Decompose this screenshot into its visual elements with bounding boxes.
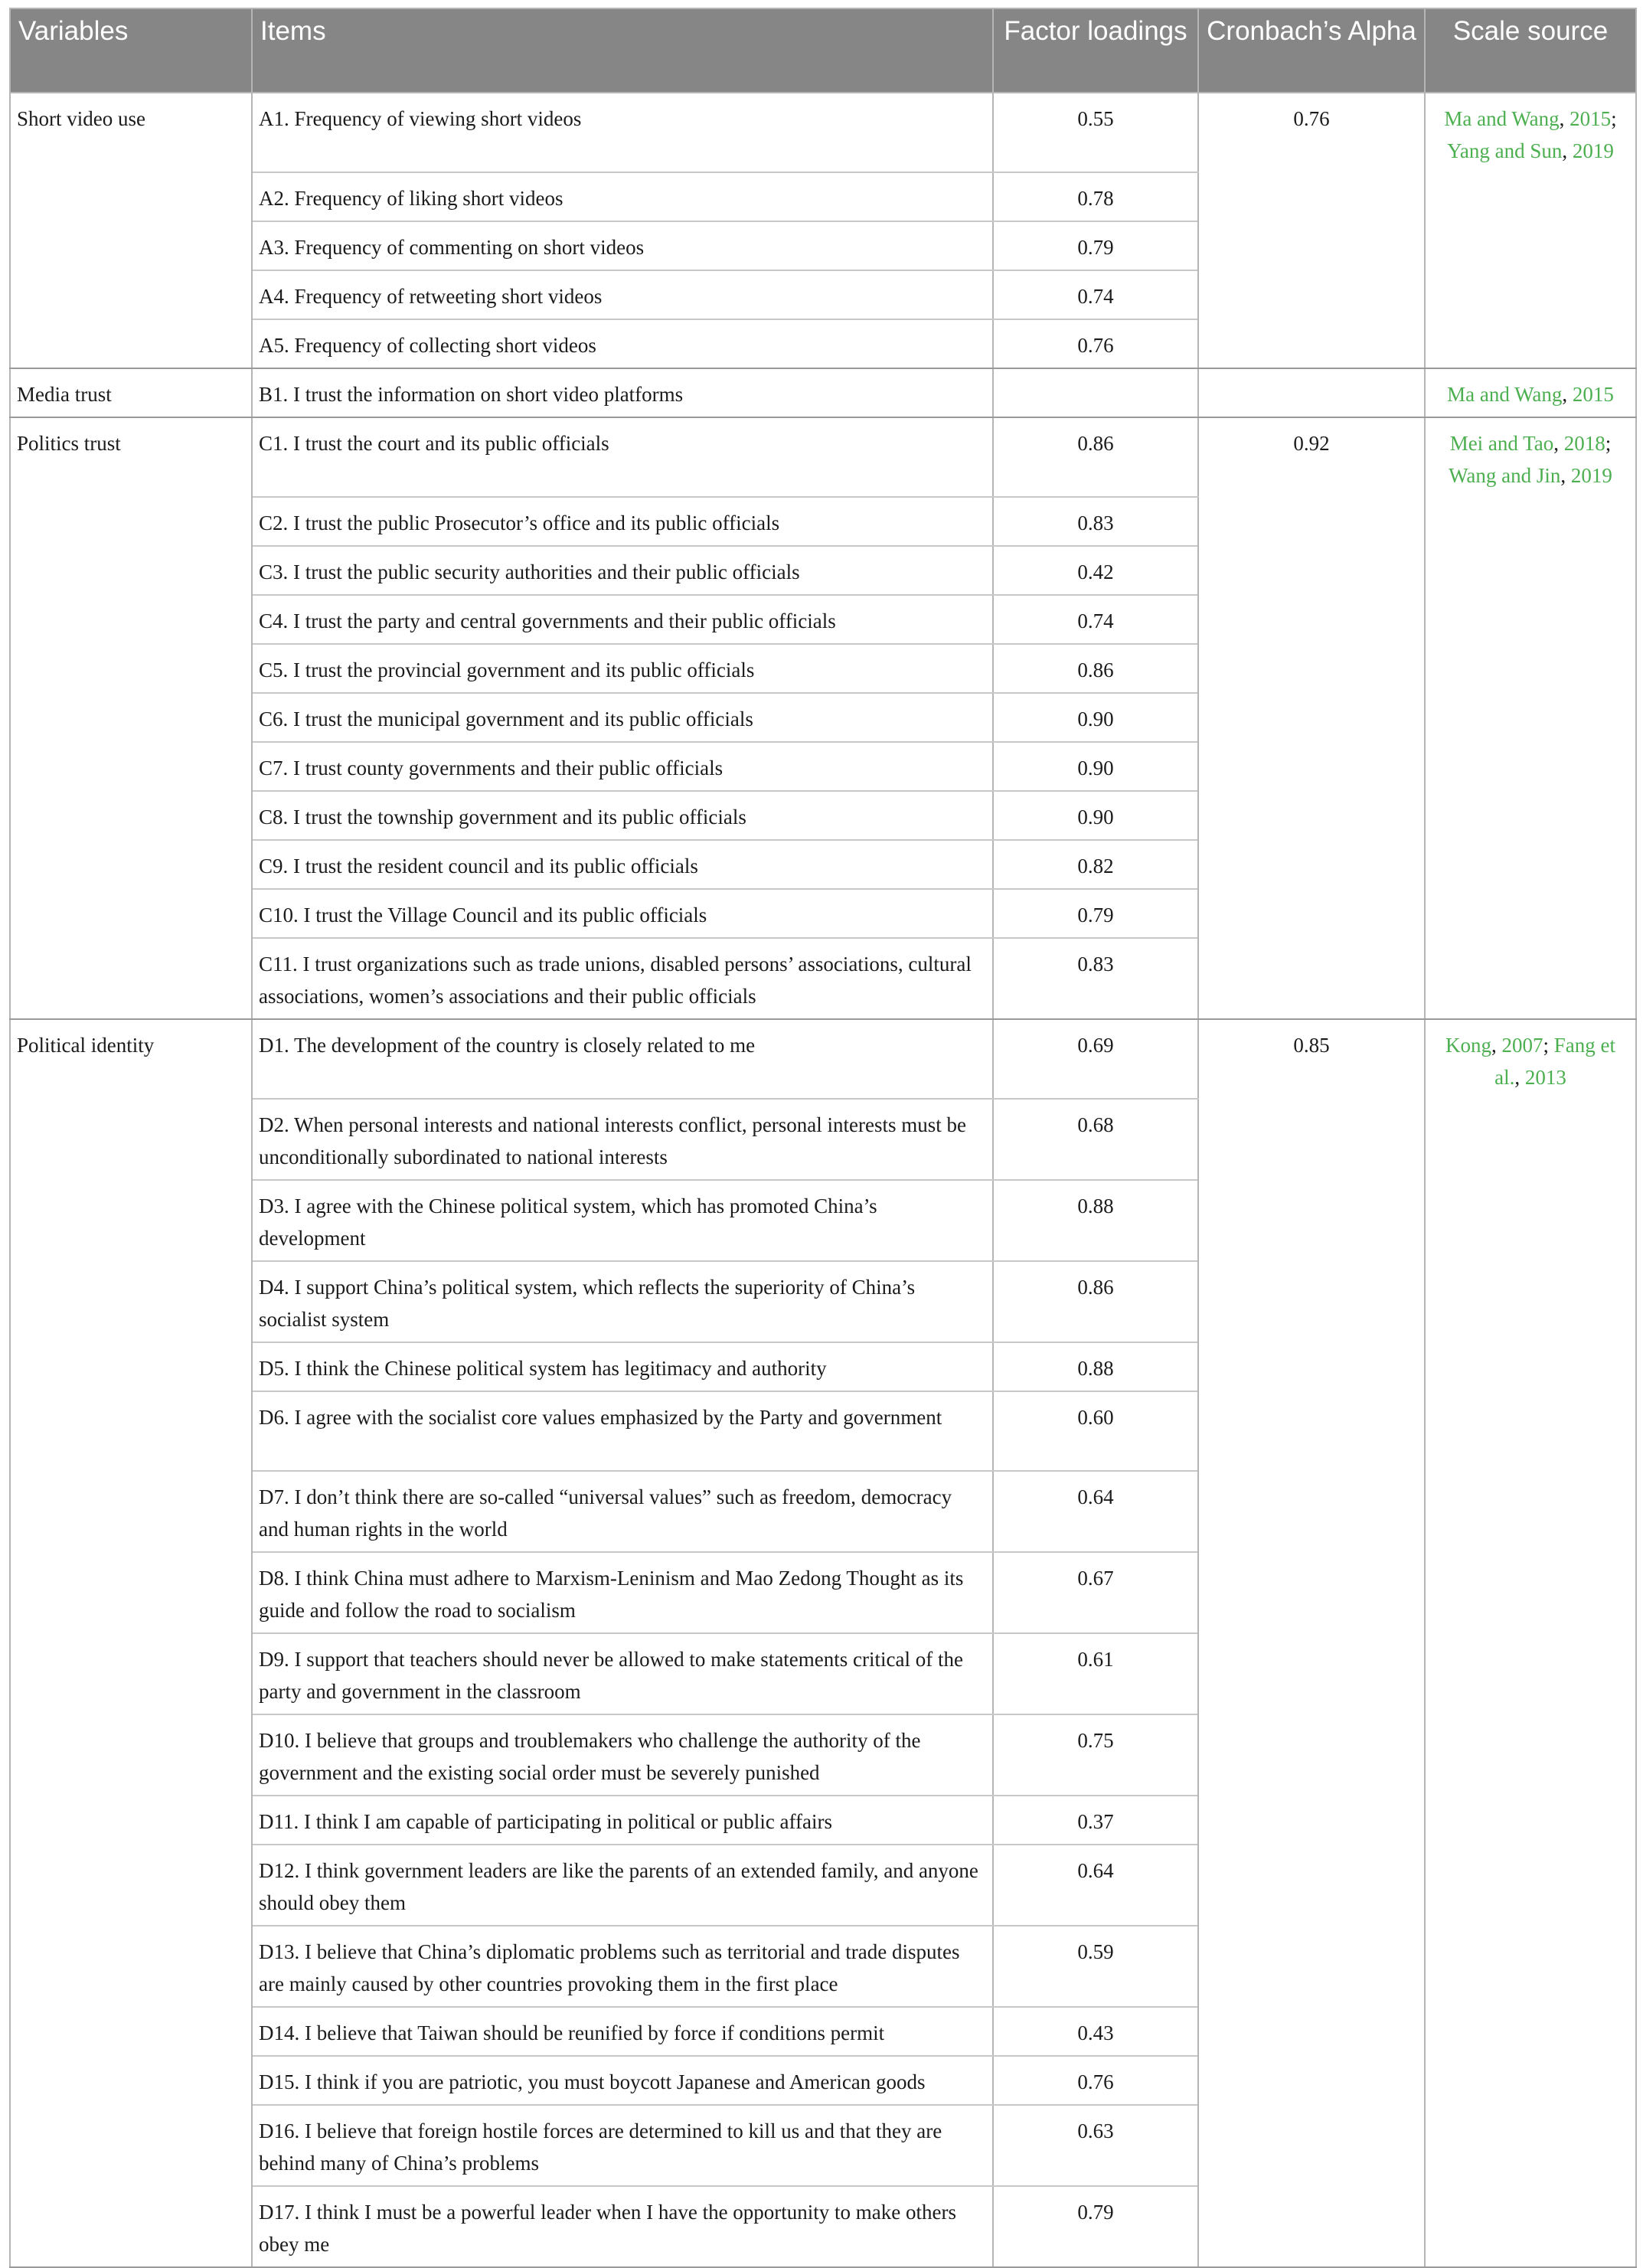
reference-separator: , bbox=[1553, 432, 1564, 455]
item-text: C7. I trust county governments and their public officials bbox=[252, 742, 993, 791]
header-items: Items bbox=[252, 8, 993, 93]
item-text: A1. Frequency of viewing short videos bbox=[252, 93, 993, 172]
reference-separator: , bbox=[1559, 107, 1570, 130]
reference-separator: , bbox=[1491, 1034, 1502, 1057]
item-text: A5. Frequency of collecting short videos bbox=[252, 319, 993, 368]
variable-name: Short video use bbox=[10, 93, 252, 368]
factor-loading: 0.86 bbox=[993, 1261, 1198, 1342]
header-cronbachs-alpha: Cronbach’s Alpha bbox=[1198, 8, 1425, 93]
factor-loading: 0.76 bbox=[993, 2056, 1198, 2105]
reference-separator: , bbox=[1562, 139, 1573, 162]
item-text: C10. I trust the Village Council and its public officials bbox=[252, 889, 993, 938]
table-row bbox=[10, 1019, 1636, 1099]
scale-source bbox=[1425, 93, 1636, 368]
factor-loading: 0.82 bbox=[993, 840, 1198, 889]
table-body bbox=[10, 93, 1636, 2267]
header-row bbox=[10, 8, 1636, 93]
reference-separator: ; bbox=[1611, 107, 1617, 130]
reference-separator: ; bbox=[1605, 432, 1612, 455]
factor-loading: 0.59 bbox=[993, 1926, 1198, 2007]
item-text: D10. I believe that groups and troublemakers who challenge the authority of the government and the existing social order must be severely punished bbox=[252, 1714, 993, 1796]
item-text: D5. I think the Chinese political system has legitimacy and authority bbox=[252, 1342, 993, 1391]
factor-loading: 0.55 bbox=[993, 93, 1198, 172]
reference-link[interactable]: Ma and Wang bbox=[1447, 383, 1563, 406]
reference-link[interactable]: 2015 bbox=[1570, 107, 1612, 130]
reference-link[interactable]: Mei and Tao bbox=[1449, 432, 1554, 455]
scale-table bbox=[9, 8, 1637, 2268]
item-text: A2. Frequency of liking short videos bbox=[252, 172, 993, 221]
item-text: D17. I think I must be a powerful leader when I have the opportunity to make others obey me bbox=[252, 2186, 993, 2267]
reference-link[interactable]: Kong bbox=[1445, 1034, 1491, 1057]
factor-loading: 0.86 bbox=[993, 417, 1198, 497]
cronbach-alpha: 0.85 bbox=[1198, 1019, 1425, 2267]
variable-name: Media trust bbox=[10, 368, 252, 417]
factor-loading: 0.68 bbox=[993, 1099, 1198, 1180]
item-text: D14. I believe that Taiwan should be reunified by force if conditions permit bbox=[252, 2007, 993, 2056]
factor-loading: 0.83 bbox=[993, 497, 1198, 546]
header-scale-source: Scale source bbox=[1425, 8, 1636, 93]
reference-link[interactable]: Wang and Jin bbox=[1449, 464, 1561, 487]
reference-link[interactable]: Yang and Sun bbox=[1447, 139, 1563, 162]
item-text: D8. I think China must adhere to Marxism-Leninism and Mao Zedong Thought as its guide and follow the road to socialism bbox=[252, 1552, 993, 1633]
item-text: B1. I trust the information on short video platforms bbox=[252, 368, 993, 417]
factor-loading: 0.64 bbox=[993, 1845, 1198, 1926]
item-text: D6. I agree with the socialist core values emphasized by the Party and government bbox=[252, 1391, 993, 1471]
reference-link[interactable]: Fang et al. bbox=[1494, 1034, 1615, 1089]
scale-source bbox=[1425, 417, 1636, 1019]
item-text: D4. I support China’s political system, which reflects the superiority of China’s socialist system bbox=[252, 1261, 993, 1342]
factor-loading bbox=[993, 368, 1198, 417]
header-variables: Variables bbox=[10, 8, 252, 93]
variable-name: Politics trust bbox=[10, 417, 252, 1019]
factor-loading: 0.74 bbox=[993, 595, 1198, 644]
factor-loading: 0.61 bbox=[993, 1633, 1198, 1714]
item-text: D12. I think government leaders are like the parents of an extended family, and anyone should obey them bbox=[252, 1845, 993, 1926]
item-text: D15. I think if you are patriotic, you must boycott Japanese and American goods bbox=[252, 2056, 993, 2105]
header-factor-loadings: Factor loadings bbox=[993, 8, 1198, 93]
table-row bbox=[10, 93, 1636, 172]
factor-loading: 0.75 bbox=[993, 1714, 1198, 1796]
factor-loading: 0.88 bbox=[993, 1342, 1198, 1391]
factor-loading: 0.90 bbox=[993, 693, 1198, 742]
table-header bbox=[10, 8, 1636, 93]
cronbach-alpha bbox=[1198, 368, 1425, 417]
item-text: C2. I trust the public Prosecutor’s office and its public officials bbox=[252, 497, 993, 546]
reference-link[interactable]: 2019 bbox=[1572, 139, 1614, 162]
factor-loading: 0.69 bbox=[993, 1019, 1198, 1099]
reference-link[interactable]: 2018 bbox=[1563, 432, 1605, 455]
reference-separator: , bbox=[1514, 1066, 1525, 1089]
factor-loading: 0.64 bbox=[993, 1471, 1198, 1552]
factor-loading: 0.78 bbox=[993, 172, 1198, 221]
item-text: C5. I trust the provincial government and its public officials bbox=[252, 644, 993, 693]
scale-source bbox=[1425, 368, 1636, 417]
factor-loading: 0.63 bbox=[993, 2105, 1198, 2186]
scale-table-container bbox=[9, 8, 1635, 2268]
item-text: C1. I trust the court and its public officials bbox=[252, 417, 993, 497]
factor-loading: 0.90 bbox=[993, 791, 1198, 840]
item-text: C9. I trust the resident council and its public officials bbox=[252, 840, 993, 889]
item-text: D9. I support that teachers should never be allowed to make statements critical of the party and government in the classroom bbox=[252, 1633, 993, 1714]
factor-loading: 0.83 bbox=[993, 938, 1198, 1019]
reference-separator: , bbox=[1560, 464, 1571, 487]
reference-link[interactable]: 2013 bbox=[1524, 1066, 1566, 1089]
table-row bbox=[10, 368, 1636, 417]
item-text: A4. Frequency of retweeting short videos bbox=[252, 270, 993, 319]
cronbach-alpha: 0.76 bbox=[1198, 93, 1425, 368]
item-text: D7. I don’t think there are so-called “universal values” such as freedom, democracy and human rights in the world bbox=[252, 1471, 993, 1552]
factor-loading: 0.79 bbox=[993, 889, 1198, 938]
factor-loading: 0.90 bbox=[993, 742, 1198, 791]
variable-name: Political identity bbox=[10, 1019, 252, 2267]
item-text: C11. I trust organizations such as trade unions, disabled persons’ associations, cultural associations, women’s associations and their public officials bbox=[252, 938, 993, 1019]
item-text: D2. When personal interests and national interests conflict, personal interests must be unconditionally subordinated to national interests bbox=[252, 1099, 993, 1180]
factor-loading: 0.43 bbox=[993, 2007, 1198, 2056]
reference-separator: ; bbox=[1543, 1034, 1554, 1057]
item-text: D1. The development of the country is closely related to me bbox=[252, 1019, 993, 1099]
scale-source bbox=[1425, 1019, 1636, 2267]
item-text: C6. I trust the municipal government and its public officials bbox=[252, 693, 993, 742]
item-text: C8. I trust the township government and its public officials bbox=[252, 791, 993, 840]
item-text: D13. I believe that China’s diplomatic problems such as territorial and trade disputes are mainly caused by other countries provoking them in the first place bbox=[252, 1926, 993, 2007]
item-text: D3. I agree with the Chinese political system, which has promoted China’s development bbox=[252, 1180, 993, 1261]
item-text: A3. Frequency of commenting on short videos bbox=[252, 221, 993, 270]
factor-loading: 0.79 bbox=[993, 221, 1198, 270]
factor-loading: 0.67 bbox=[993, 1552, 1198, 1633]
cronbach-alpha: 0.92 bbox=[1198, 417, 1425, 1019]
factor-loading: 0.60 bbox=[993, 1391, 1198, 1471]
item-text: D11. I think I am capable of participating in political or public affairs bbox=[252, 1796, 993, 1845]
factor-loading: 0.86 bbox=[993, 644, 1198, 693]
item-text: C3. I trust the public security authorities and their public officials bbox=[252, 546, 993, 595]
table-row bbox=[10, 417, 1636, 497]
item-text: C4. I trust the party and central governments and their public officials bbox=[252, 595, 993, 644]
item-text: D16. I believe that foreign hostile forces are determined to kill us and that they are behind many of China’s problems bbox=[252, 2105, 993, 2186]
factor-loading: 0.74 bbox=[993, 270, 1198, 319]
factor-loading: 0.42 bbox=[993, 546, 1198, 595]
factor-loading: 0.79 bbox=[993, 2186, 1198, 2267]
reference-link[interactable]: 2007 bbox=[1501, 1034, 1543, 1057]
reference-separator: , bbox=[1562, 383, 1573, 406]
factor-loading: 0.88 bbox=[993, 1180, 1198, 1261]
factor-loading: 0.76 bbox=[993, 319, 1198, 368]
reference-link[interactable]: 2019 bbox=[1570, 464, 1612, 487]
factor-loading: 0.37 bbox=[993, 1796, 1198, 1845]
reference-link[interactable]: 2015 bbox=[1572, 383, 1614, 406]
reference-link[interactable]: Ma and Wang bbox=[1444, 107, 1560, 130]
